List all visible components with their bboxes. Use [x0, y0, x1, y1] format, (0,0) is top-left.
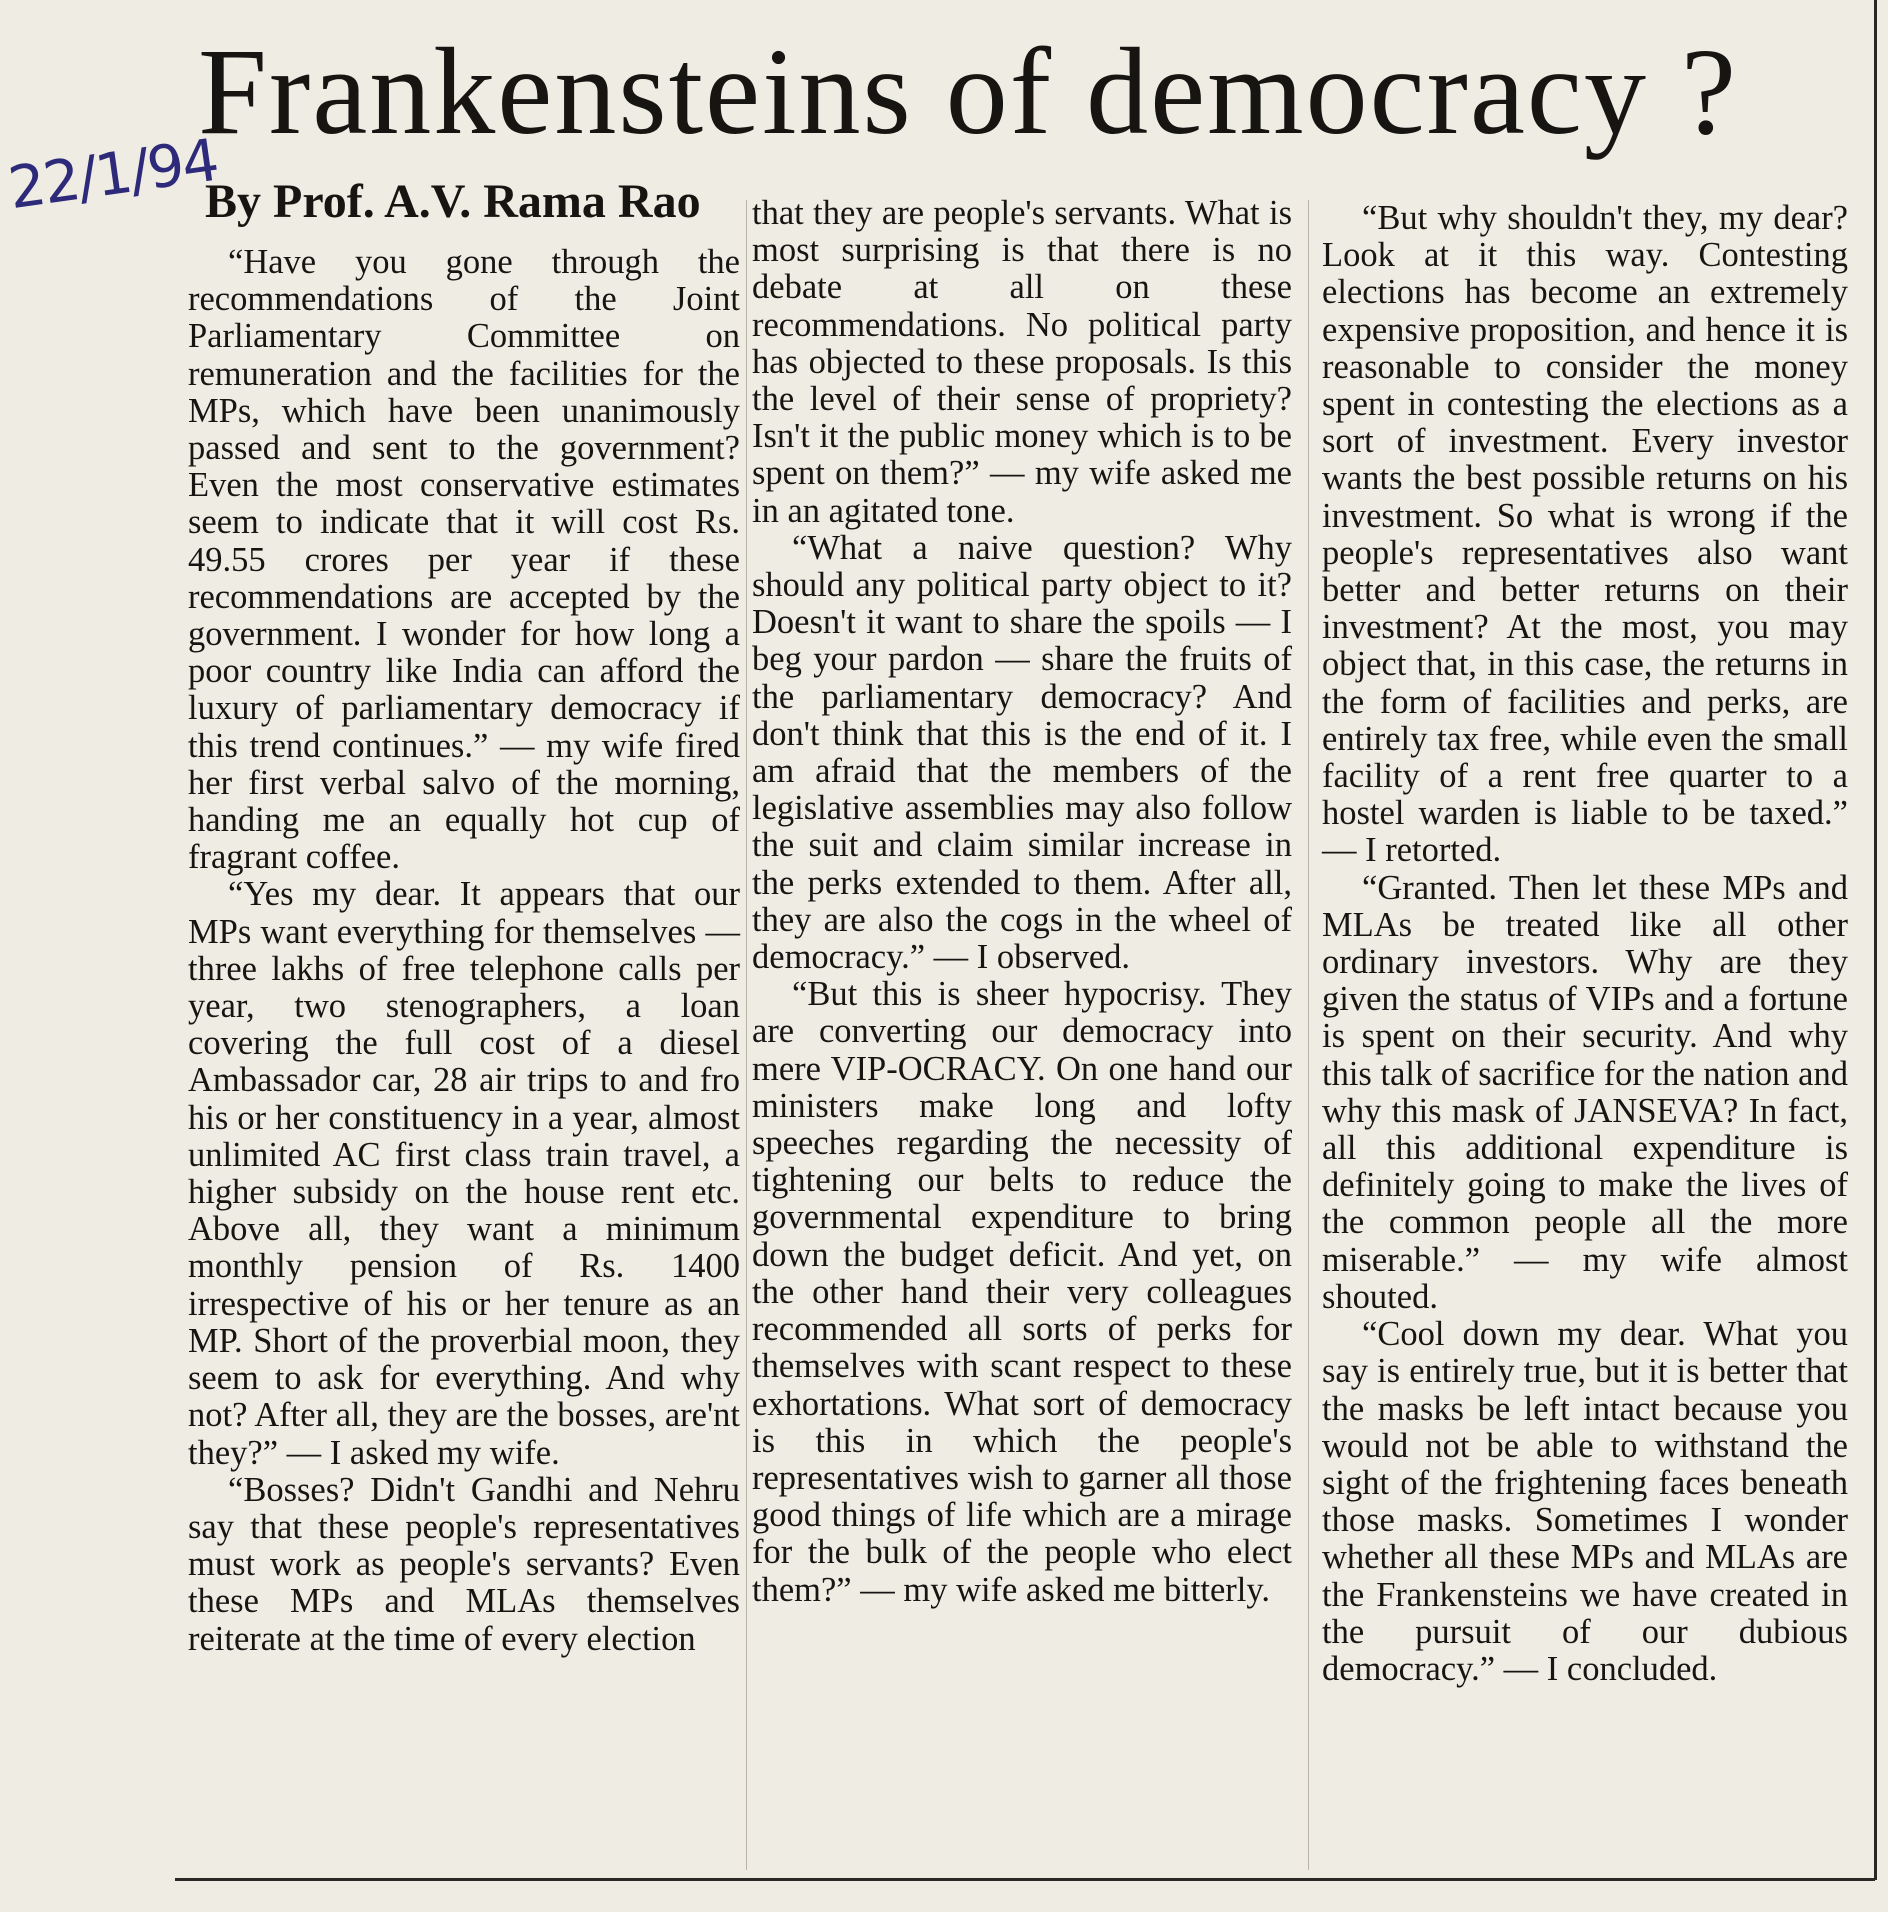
- paragraph: “But this is sheer hypocrisy. They are converting our democracy into mere VIP-OCRACY. On one hand our ministers make long and lofty speeches regarding the necessity of tightening our belts to reduce the governmental expenditure to bring down the budget deficit. And yet, on the other hand their very colleagues recommended all sorts of perks for themselves with scant respect to these exhortations. What sort of democracy is this in which the people's representatives wish to garner all those good things of life which are a mirage for the bulk of the people who elect them?” — my wife asked me bitterly.: [752, 975, 1292, 1609]
- paragraph: “But why shouldn't they, my dear? Look at it this way. Contesting elections has become an extremely expensive proposition, and hence it is reasonable to consider the money spent in contesting the elections as a sort of investment. Every investor wants the best possible returns on his investment. So what is wrong if the people's representatives also want better and better returns on their investment? At the most, you may object that, in this case, the returns in the form of facilities and perks, are entirely tax free, while even the small facility of a rent free quarter to a hostel warden is liable to be taxed.” — I retorted.: [1322, 199, 1848, 870]
- paragraph: “Yes my dear. It appears that our MPs want everything for themselves — three lakhs of free telephone calls per year, two stenographers, a loan covering the full cost of a diesel Ambassador car, 28 air trips to and fro his or her constituency in a year, almost unlimited AC first class train travel, a higher subsidy on the house rent etc. Above all, they want a minimum monthly pension of Rs. 1400 irrespective of his or her tenure as an MP. Short of the proverbial moon, they seem to ask for everything. And why not? After all, they are the bosses, are'nt they?” — I asked my wife.: [188, 875, 740, 1472]
- paragraph: that they are people's servants. What is most surprising is that there is no debate at all on these recommendations. No political party has objected to these proposals. Is this the level of their sense of propriety? Isn't it the public money which is to be spent on them?” — my wife asked me in an agitated tone.: [752, 194, 1292, 530]
- article-column-3: [1322, 200, 1848, 1688]
- paragraph: “Granted. Then let these MPs and MLAs be treated like all other ordinary investors. Why are they given the status of VIPs and a fortune is spent on their security. And why this talk of sacrifice for the nation and why this mask of JANSEVA? In fact, all this additional expenditure is definitely going to make the lives of the common people all the more miserable.” — my wife almost shouted.: [1322, 868, 1848, 1316]
- paragraph: “Have you gone through the recommendations of the Joint Parliamentary Committee on remuneration and the facilities for the MPs, which have been unanimously passed and sent to the government? Even the most conservative estimates seem to indicate that it will cost Rs. 49.55 crores per year if these recommendations are accepted by the government. I wonder for how long a poor country like India can afford the luxury of parliamentary democracy if this trend continues.” — my wife fired her first verbal salvo of the morning, handing me an equally hot cup of fragrant coffee.: [188, 243, 740, 877]
- paragraph: “Bosses? Didn't Gandhi and Nehru say that these people's representatives must work as people's servants? Even these MPs and MLAs themselves reiterate at the time of every election: [188, 1470, 740, 1658]
- clipping-edge-line: [1874, 0, 1877, 1880]
- byline: By Prof. A.V. Rama Rao: [205, 175, 701, 228]
- bottom-rule: [175, 1878, 1875, 1881]
- handwritten-date: 22/1/94: [4, 125, 222, 223]
- paragraph: “Cool down my dear. What you say is entirely true, but it is better that the masks be left intact because you would not be able to withstand the sight of the frightening faces beneath those masks. Sometimes I wonder whether all these MPs and MLAs are the Frankensteins we have created in the pursuit of our dubious democracy.” — I concluded.: [1322, 1315, 1848, 1688]
- headline: Frankensteins of democracy ?: [198, 23, 1739, 160]
- article-column-2: [752, 195, 1292, 1609]
- paragraph: “What a naive question? Why should any political party object to it? Doesn't it want to share the spoils — I beg your pardon — share the fruits of the parliamentary democracy? And don't think that this is the end of it. I am afraid that the members of the legislative assemblies may also follow the suit and claim similar increase in the perks extended to them. After all, they are also the cogs in the wheel of democracy.” — I observed.: [752, 528, 1292, 977]
- column-gutter: [1308, 200, 1309, 1870]
- column-gutter: [746, 200, 747, 1870]
- article-column-1: [188, 244, 740, 1658]
